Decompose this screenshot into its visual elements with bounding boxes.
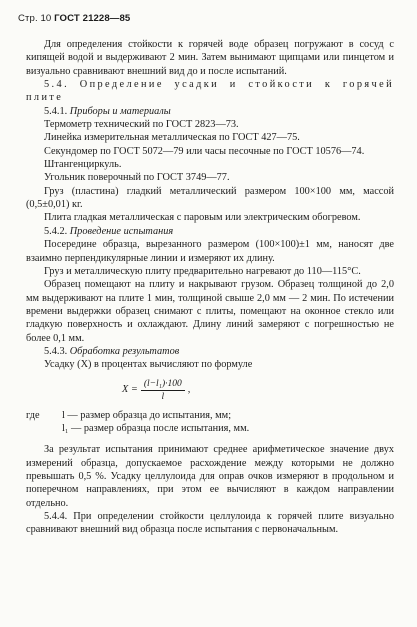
instrument-item: Груз (пластина) гладкий металлический размером 100×100 мм, массой (0,5±0,01) кг. [26, 185, 394, 211]
paragraph: 5.4.4. При определении стойкости целлулоида к горячей плите визуально сравнивают внешний вид образца после испытания с первоначальным. [26, 511, 394, 536]
formula-tail: , [187, 384, 191, 396]
subsection-heading [26, 225, 394, 238]
instrument-item: Плита гладкая металлическая с паровым или электрическим обогревом. [44, 212, 361, 224]
subsection-heading [26, 345, 394, 358]
formula-numerator: (l−l₁)·100 [141, 378, 185, 391]
instrument-item: Линейка измерительная металлическая по ГОСТ 427—75. [44, 132, 300, 144]
paragraph: Посередине образца, вырезанного размером (100×100)±1 мм, наносят две взаимно перпендикулярные линии и измеряют их длину. [26, 239, 394, 264]
paragraph: Груз и металлическую плиту предварительно нагревают до 110—115°С. [44, 265, 361, 277]
instrument-item: Термометр технический по ГОСТ 2823—73. [44, 119, 239, 131]
formula-denominator: l [161, 391, 165, 402]
instrument-item: Угольник поверочный по ГОСТ 3749—77. [44, 172, 230, 184]
section-heading-5-4: 5.4. Определение усадки и стойкости к горячей плите [26, 79, 394, 104]
section-title: Обработка результатов [69, 345, 180, 357]
section-number: 5.4.2. [44, 225, 68, 237]
section-number: 5.4.1. [44, 105, 68, 117]
where-definition: l — размер образца до испытания, мм; [62, 409, 232, 421]
formula-lhs: X = [122, 384, 138, 396]
paragraph: Усадку (X) в процентах вычисляют по формуле [44, 359, 253, 371]
paragraph: Для определения стойкости к горячей воде образец погружают в сосуд с кипящей водой и выдерживают 2 мин. Затем вынимают щипцами или пинцетом и визуально сравнивают внешний вид до и после испытаний. [26, 39, 394, 77]
instrument-item: Секундомер по ГОСТ 5072—79 или часы песочные по ГОСТ 10576—74. [44, 145, 365, 157]
formula-fraction [141, 378, 185, 403]
where-label: где [26, 409, 40, 421]
standard-code: ГОСТ 21228—85 [54, 13, 131, 24]
subsection-heading [26, 105, 394, 118]
formula [122, 378, 394, 403]
paragraph: За результат испытания принимают среднее арифметическое значение двух измерений образца, допускаемое расхождение между которыми не должно превышать 0,5 %. Усадку целлулоида для оправ очков измеряют в продольном и поперечном направлениях, при этом ее вычисляют в каждом направлении отдельно. [26, 444, 394, 509]
where-definition: l₁ — размер образца после испытания, мм. [62, 422, 250, 434]
page-header [18, 12, 130, 25]
instrument-item: Штангенциркуль. [44, 159, 122, 171]
section-title: Приборы и материалы [69, 105, 171, 117]
section-number: 5.4.3. [44, 345, 68, 357]
section-title: Проведение испытания [69, 225, 174, 237]
document-body [26, 38, 394, 537]
where-line [26, 409, 394, 422]
paragraph: Образец помещают на плиту и накрывают грузом. Образец толщиной до 2,0 мм выдерживают на плите 1 мин, толщиной свыше 2,0 мм — 2 мин. По истечении времени выдержки образец снимают с плиты, помещают на оконное стекло или гладкую поверхность и охлаждают. Длину линий замеряют с погрешностью не более 0,1 мм. [26, 279, 394, 344]
page-number: Стр. 10 [18, 13, 52, 24]
